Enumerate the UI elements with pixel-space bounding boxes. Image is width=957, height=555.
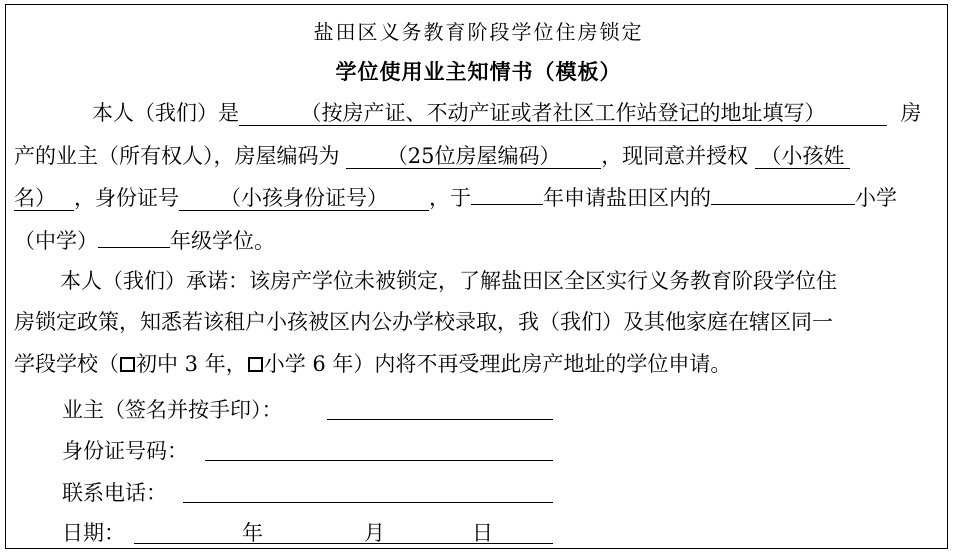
address-field[interactable] xyxy=(239,101,887,126)
date-month-label: 月 xyxy=(364,521,385,545)
para2-text: 学段学校（ xyxy=(14,352,119,376)
address-placeholder: （按房产证、不动产证或者社区工作站登记的地址填写） xyxy=(300,101,826,125)
para1-text: 年申请盐田区内的 xyxy=(543,186,711,210)
para2-line1: 本人（我们）承诺：该房产学位未被锁定，了解盐田区全区实行义务教育阶段学位住 xyxy=(60,269,837,293)
para1-line1 xyxy=(92,99,921,127)
house-code-placeholder: （25位房屋编码） xyxy=(386,144,561,168)
date-day-label: 日 xyxy=(472,521,493,545)
para1-line4 xyxy=(14,227,275,255)
child-id-field[interactable] xyxy=(179,186,429,211)
apply-year-field[interactable] xyxy=(471,204,543,205)
para1-line3 xyxy=(14,184,897,212)
para1-line2 xyxy=(14,142,850,170)
child-name-field-cont[interactable] xyxy=(14,186,74,211)
primary-school-checkbox[interactable] xyxy=(248,357,263,372)
para1-text: ，身份证号 xyxy=(74,186,179,210)
owner-signature-label: 业主（签名并按手印）： xyxy=(62,398,283,422)
id-number-field[interactable] xyxy=(205,460,553,461)
para2-line3 xyxy=(14,350,731,378)
school-field[interactable] xyxy=(711,204,855,205)
date-label: 日期： xyxy=(62,521,125,545)
para1-text: 年级学位。 xyxy=(170,229,275,253)
document-subtitle: 学位使用业主知情书（模板） xyxy=(335,59,622,84)
phone-label: 联系电话： xyxy=(62,481,167,505)
para2-text: 小学 6 年）内将不再受理此房产地址的学位申请。 xyxy=(263,352,732,376)
child-name-placeholder: （小孩姓 xyxy=(760,144,845,168)
date-year-label: 年 xyxy=(242,521,263,545)
junior-high-checkbox[interactable] xyxy=(120,357,135,372)
para1-text: 本人（我们）是 xyxy=(92,101,239,125)
owner-signature-field[interactable] xyxy=(327,419,553,420)
child-name-placeholder-cont: 名） xyxy=(14,186,56,210)
id-number-label: 身份证号码： xyxy=(62,439,188,463)
grade-field[interactable] xyxy=(98,247,170,248)
para1-text: 房 xyxy=(900,101,922,125)
child-name-field[interactable] xyxy=(755,144,850,169)
junior-high-label: 初中 3 年， xyxy=(136,352,247,376)
para1-text: 小学 xyxy=(855,186,897,210)
document-title: 盐田区义务教育阶段学位住房锁定 xyxy=(313,20,644,44)
para1-text: ，现同意并授权 xyxy=(601,144,749,168)
phone-field[interactable] xyxy=(183,502,553,503)
para1-text: 产的业主（所有权人），房屋编码为 xyxy=(14,144,340,168)
para1-text: （中学） xyxy=(14,229,98,253)
child-id-placeholder: （小孩身份证号） xyxy=(220,186,388,210)
para2-line2: 房锁定政策，知悉若该租户小孩被区内公办学校录取，我（我们）及其他家庭在辖区同一 xyxy=(14,310,833,334)
house-code-field[interactable] xyxy=(346,144,601,169)
para1-text: ，于 xyxy=(429,186,471,210)
